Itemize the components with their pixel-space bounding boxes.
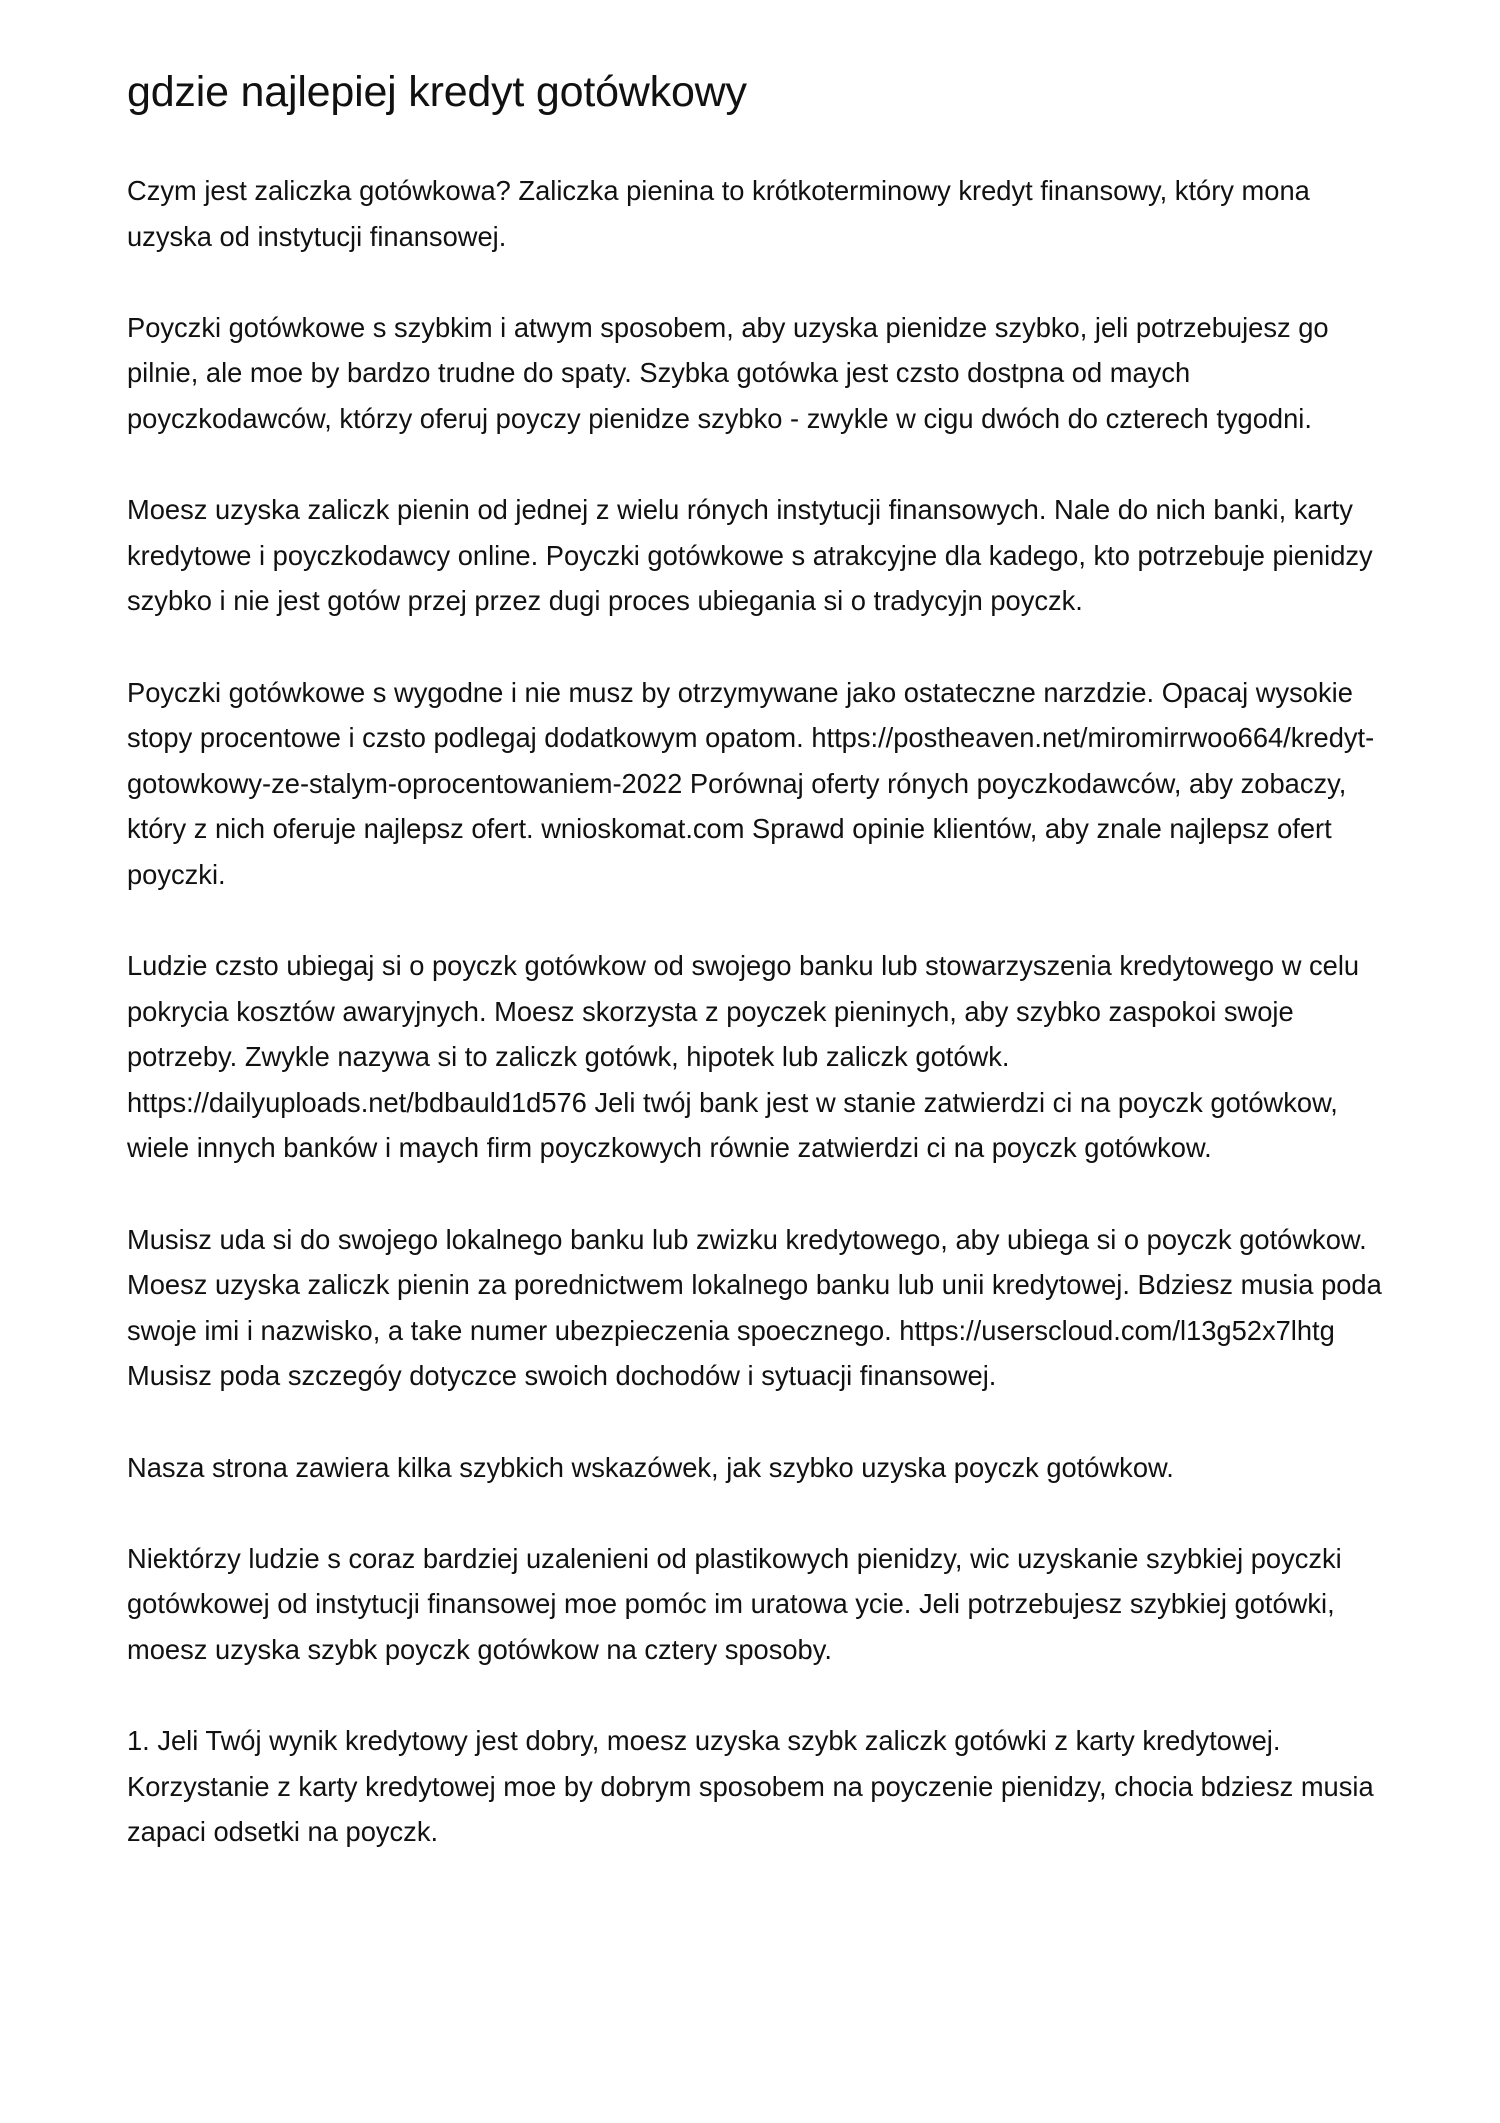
paragraph: Musisz uda si do swojego lokalnego banku lub zwizku kredytowego, aby ubiega si o poyczk gotówkow. Moesz uzyska zaliczk pienin za porednictwem lokalnego banku lub unii kredytowej. Bdziesz musia poda swoje imi i nazwisko, a take numer ubezpieczenia spoecznego. https://userscloud.com/l13g52x7lhtg Musisz poda szczegóy dotyczce swoich dochodów i sytuacji finansowej. xyxy=(127,1223,1382,1392)
paragraph: Poyczki gotówkowe s wygodne i nie musz by otrzymywane jako ostateczne narzdzie. Opacaj wysokie stopy procentowe i czsto podlegaj dodatkowym opatom. https://postheaven.net/miromirrwoo664/kredyt-gotowkowy-ze-stalym-oprocentowaniem-2022 Porównaj oferty rónych poyczkodawców, aby zobaczy, który z nich oferuje najlepsz ofert. wnioskomat.com Sprawd opinie klientów, aby znale najlepsz ofert poyczki. xyxy=(127,676,1375,890)
paragraph: Ludzie czsto ubiegaj si o poyczk gotówkow od swojego banku lub stowarzyszenia kredytowego w celu pokrycia kosztów awaryjnych. Moesz skorzysta z poyczek pieninych, aby szybko zaspokoi swoje potrzeby. Zwykle nazywa si to zaliczk gotówk, hipotek lub zaliczk gotówk. https://dailyuploads.net/bdbauld1d576 Jeli twój bank jest w stanie zatwierdzi ci na poyczk gotówkow, wiele innych banków i maych firm poyczkowych równie zatwierdzi ci na poyczk gotówkow. xyxy=(127,950,1360,1164)
paragraph: 1. Jeli Twój wynik kredytowy jest dobry, moesz uzyska szybk zaliczk gotówki z karty kredytowej. Korzystanie z karty kredytowej moe by dobrym sposobem na poyczenie pienidzy, chocia bdziesz musia zapaci odsetki na poyczk. xyxy=(127,1725,1374,1848)
document-body xyxy=(127,168,1387,1901)
paragraph: Nasza strona zawiera kilka szybkich wskazówek, jak szybko uzyska poyczk gotówkow. xyxy=(127,1451,1174,1483)
paragraph: Moesz uzyska zaliczk pienin od jednej z wielu rónych instytucji finansowych. Nale do nich banki, karty kredytowe i poyczkodawcy online. Poyczki gotówkowe s atrakcyjne dla kadego, kto potrzebuje pienidzy szybko i nie jest gotów przej przez dugi proces ubiegania si o tradycyjn poyczk. xyxy=(127,494,1373,617)
paragraph: Niektórzy ludzie s coraz bardziej uzalenieni od plastikowych pienidzy, wic uzyskanie szybkiej poyczki gotówkowej od instytucji finansowej moe pomóc im uratowa ycie. Jeli potrzebujesz szybkiej gotówki, moesz uzyska szybk poyczk gotówkow na cztery sposoby. xyxy=(127,1542,1342,1665)
paragraph: Czym jest zaliczka gotówkowa? Zaliczka pienina to krótkoterminowy kredyt finansowy, który mona uzyska od instytucji finansowej. xyxy=(127,175,1310,252)
paragraph: Poyczki gotówkowe s szybkim i atwym sposobem, aby uzyska pienidze szybko, jeli potrzebujesz go pilnie, ale moe by bardzo trudne do spaty. Szybka gotówka jest czsto dostpna od maych poyczkodawców, którzy oferuj poyczy pienidze szybko - zwykle w cigu dwóch do czterech tygodni. xyxy=(127,311,1329,434)
document-title: gdzie najlepiej kredyt gotówkowy xyxy=(127,68,747,116)
